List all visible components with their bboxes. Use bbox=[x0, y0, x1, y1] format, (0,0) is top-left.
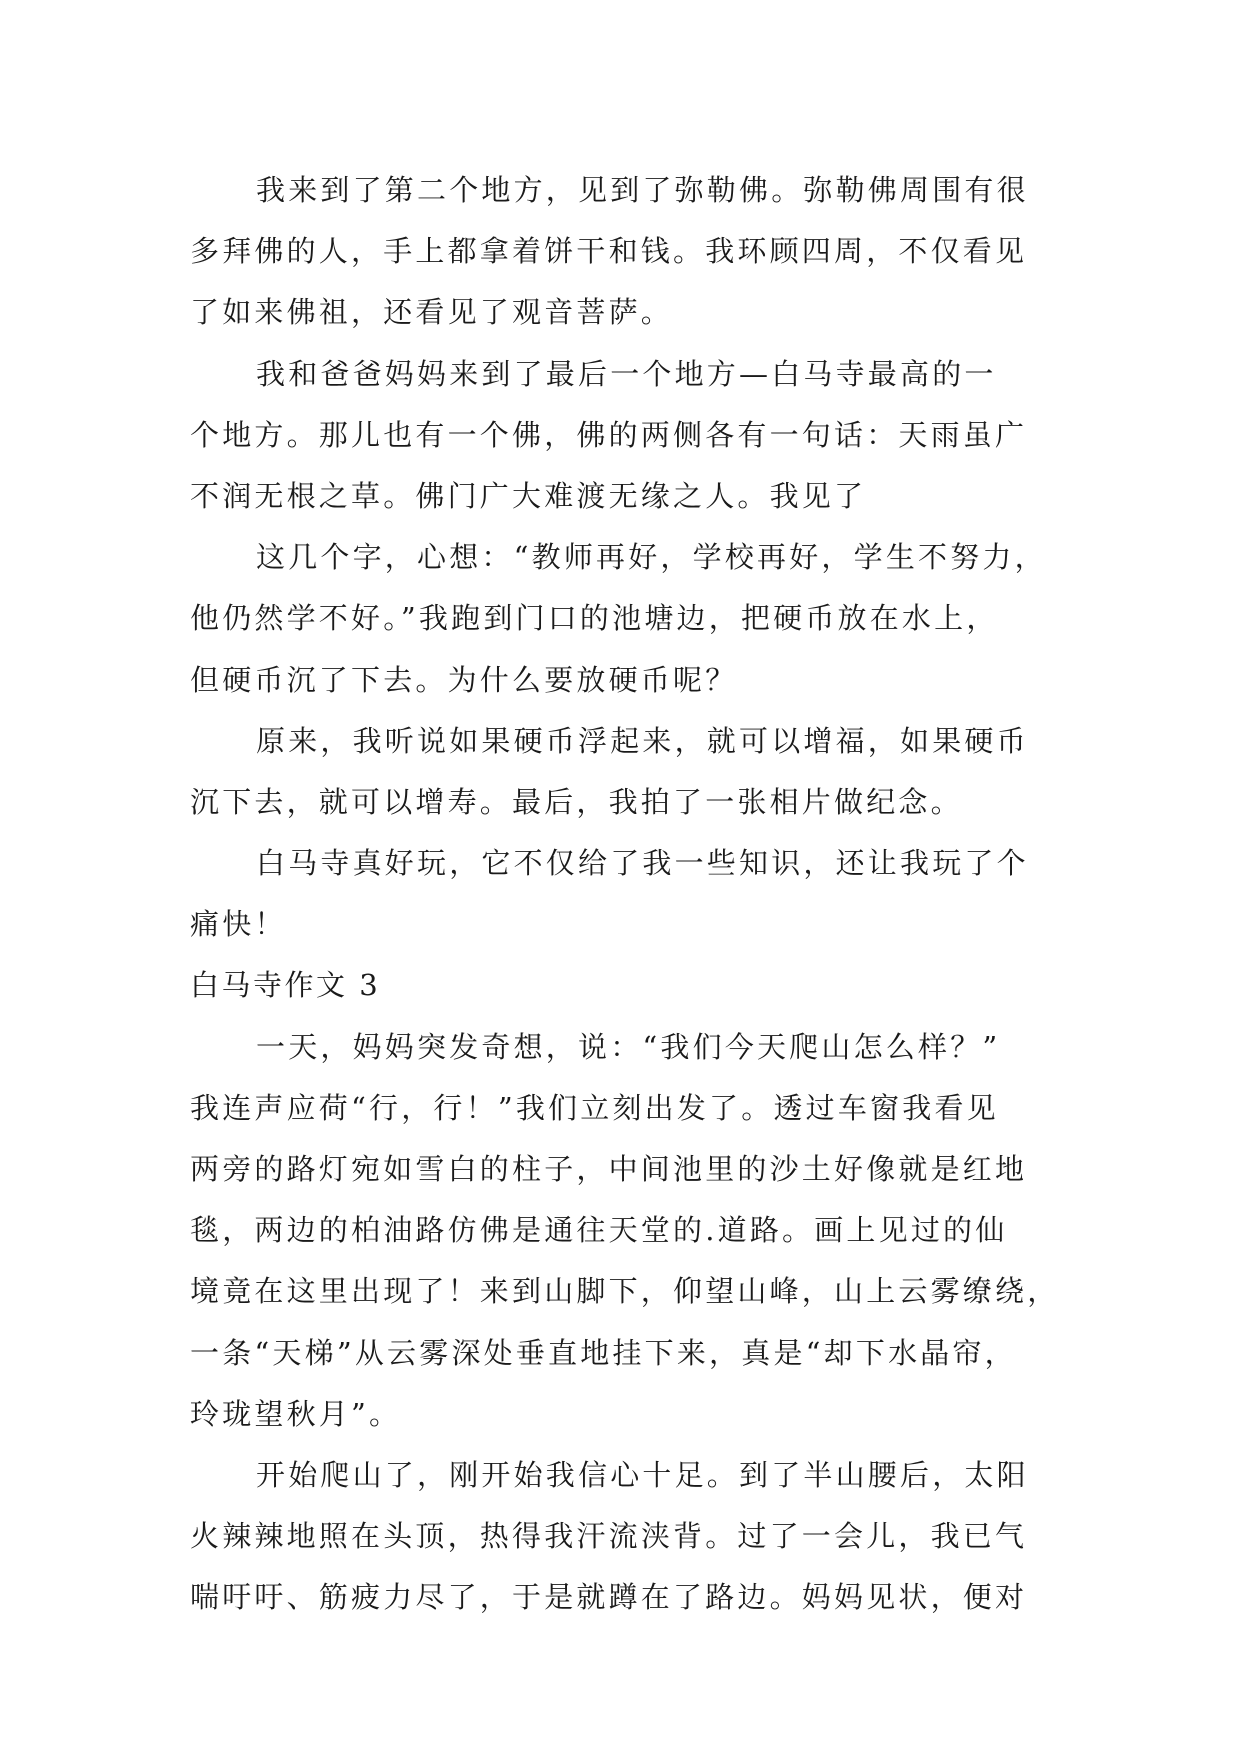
text-line: 毯，两边的柏油路仿佛是通往天堂的.道路。画上见过的仙 bbox=[190, 1213, 1008, 1248]
text-line: 两旁的路灯宛如雪白的柱子，中间池里的沙土好像就是红地 bbox=[190, 1152, 1028, 1186]
text-line: 我连声应荷“行，行！”我们立刻出发了。透过车窗我看见 bbox=[190, 1090, 999, 1125]
text-line: 个地方。那儿也有一个佛，佛的两侧各有一句话：天雨虽广 bbox=[190, 417, 1028, 452]
text-line: 一条“天梯”从云雾深处垂直地挂下来，真是“却下水晶帘， bbox=[190, 1335, 1017, 1370]
text-line: 喘吁吁、筋疲力尽了，于是就蹲在了路边。妈妈见状，便对 bbox=[190, 1580, 1028, 1615]
text-line: 这几个字，心想：“教师再好，学校再好，学生不努力， bbox=[256, 540, 1047, 575]
text-line: 不润无根之草。佛门广大难渡无缘之人。我见了 bbox=[190, 478, 867, 513]
text-line: 但硬币沉了下去。为什么要放硬币呢？ bbox=[190, 662, 738, 697]
text-line: 白马寺真好玩，它不仅给了我一些知识，还让我玩了个 bbox=[256, 846, 1029, 881]
text-line: 痛快！ bbox=[190, 907, 287, 942]
text-line: 了如来佛祖，还看见了观音菩萨。 bbox=[190, 295, 674, 330]
text-line: 他仍然学不好。”我跑到门口的池塘边，把硬币放在水上， bbox=[190, 601, 999, 636]
text-line: 多拜佛的人，手上都拿着饼干和钱。我环顾四周，不仅看见 bbox=[190, 234, 1028, 269]
text-line: 一天，妈妈突发奇想，说：“我们今天爬山怎么样？” bbox=[256, 1029, 1001, 1064]
section-heading: 白马寺作文 3 bbox=[190, 968, 381, 1003]
text-line: 沉下去，就可以增寿。最后，我拍了一张相片做纪念。 bbox=[190, 784, 963, 819]
text-line: 我来到了第二个地方，见到了弥勒佛。弥勒佛周围有很 bbox=[256, 173, 1029, 207]
document-body bbox=[190, 160, 1070, 1629]
text-line: 玲珑望秋月”。 bbox=[190, 1396, 402, 1431]
text-line: 原来，我听说如果硬币浮起来，就可以增福，如果硬币 bbox=[256, 723, 1029, 758]
text-line: 开始爬山了，刚开始我信心十足。到了半山腰后，太阳 bbox=[256, 1457, 1029, 1492]
text-line: 我和爸爸妈妈来到了最后一个地方—白马寺最高的一 bbox=[256, 356, 997, 391]
text-line: 境竟在这里出现了！来到山脚下，仰望山峰，山上云雾缭绕， bbox=[190, 1274, 1060, 1309]
text-line: 火辣辣地照在头顶，热得我汗流浃背。过了一会儿，我已气 bbox=[190, 1519, 1028, 1554]
